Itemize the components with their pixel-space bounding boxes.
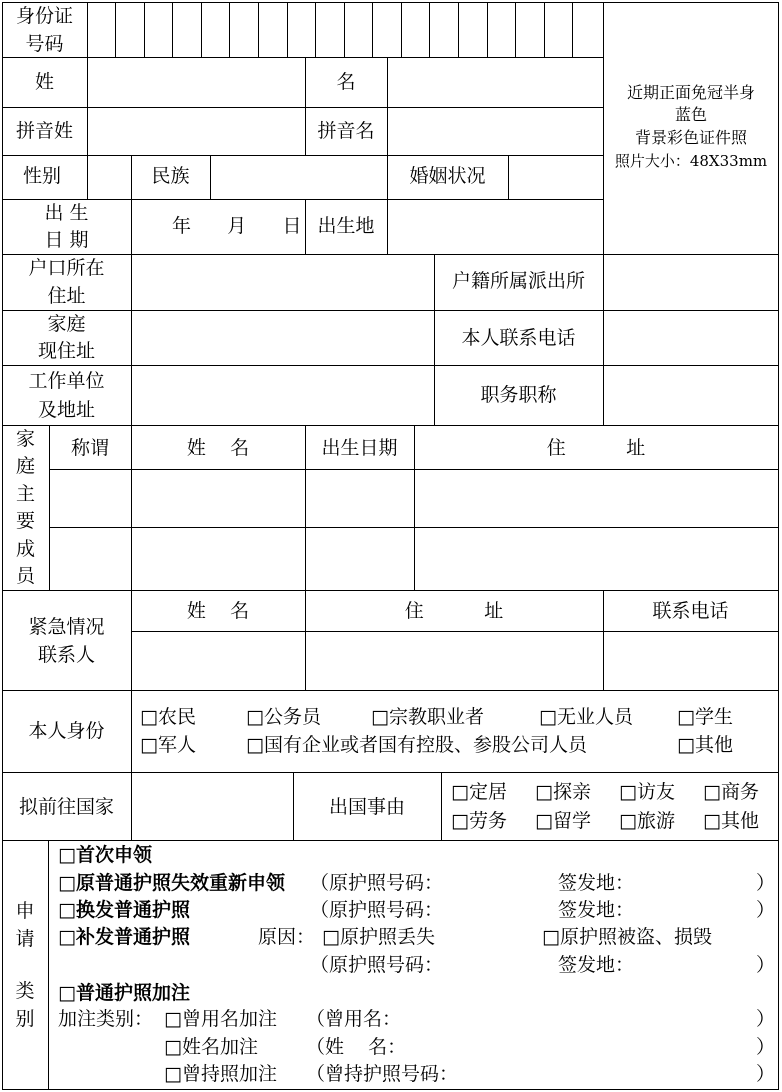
pinyin-given-label: 拼音名 (317, 120, 375, 142)
family-col-address: 住 址 (546, 437, 646, 459)
rule (2, 107, 604, 108)
renew-issue-place-label: 签发地： (558, 899, 635, 921)
reissue-old-passport-label: （原护照号码： (310, 872, 444, 894)
identity-option-soe[interactable]: □国有企业或者国有控股、参股公司人员 (246, 734, 587, 756)
rule (131, 631, 779, 632)
id-number-label-1: 身份证 (15, 5, 73, 27)
replace-reason-label: 原因： (258, 926, 316, 948)
identity-option-religious[interactable]: □宗教职业者 (371, 706, 484, 728)
endorse-type-label: 加注类别： (58, 1008, 154, 1030)
apply-first-option[interactable]: □首次申领 (58, 844, 152, 866)
endorse-prev-passport-field: （曾持护照号码： (306, 1063, 459, 1085)
emergency-col-phone: 联系电话 (652, 600, 729, 622)
family-address-input-1[interactable] (418, 474, 774, 522)
rule (387, 199, 388, 254)
renew-old-passport-label: （原护照号码： (310, 899, 444, 921)
rule (2, 365, 779, 366)
rule (87, 57, 88, 155)
replace-close-paren: ） (756, 954, 776, 976)
family-col-birth: 出生日期 (321, 437, 398, 459)
sex-input[interactable] (90, 160, 128, 196)
rule (2, 690, 779, 691)
hukou-address-input[interactable] (136, 262, 430, 304)
purpose-option-visit-friends[interactable]: □访友 (619, 781, 675, 803)
destination-input[interactable] (136, 778, 288, 834)
identity-option-military[interactable]: □军人 (140, 734, 196, 756)
id-number-input[interactable] (90, 10, 600, 50)
surname-label: 姓 (34, 71, 54, 93)
home-address-input[interactable] (136, 316, 430, 360)
rule (441, 772, 442, 840)
rule (387, 57, 388, 155)
photo-note-3: 背景彩色证件照 (634, 128, 747, 147)
border-top (2, 2, 779, 3)
rule (508, 155, 509, 199)
purpose-option-settle[interactable]: □定居 (451, 781, 507, 803)
emergency-phone-input[interactable] (607, 636, 775, 686)
replace-lost-option[interactable]: □原护照丢失 (322, 926, 435, 948)
purpose-option-other[interactable]: □其他 (703, 810, 759, 832)
photo-note-2: 蓝色 (674, 105, 707, 124)
birthplace-input[interactable] (392, 206, 598, 248)
family-label-5: 成 (15, 538, 35, 560)
sex-label: 性别 (22, 165, 61, 187)
rule (2, 425, 779, 426)
replace-stolen-option[interactable]: □原护照被盗、损毁 (542, 926, 712, 948)
rule (603, 254, 604, 425)
reissue-close-paren: ） (756, 872, 776, 894)
endorse-former-name-option[interactable]: □曾用名加注 (164, 1008, 277, 1030)
ethnicity-label: 民族 (151, 165, 190, 187)
family-address-input-2[interactable] (418, 532, 774, 586)
identity-option-civil-servant[interactable]: □公务员 (246, 706, 321, 728)
endorse-prev-passport-option[interactable]: □曾持照加注 (164, 1063, 277, 1085)
apply-type-label-3: 类 (15, 980, 35, 1002)
surname-input[interactable] (92, 62, 300, 102)
endorse-name-field: （姓 名： (306, 1036, 407, 1058)
apply-endorse-option[interactable]: □普通护照加注 (58, 982, 190, 1004)
phone-input[interactable] (608, 316, 774, 360)
apply-type-label-1: 申 (15, 900, 35, 922)
family-col-relation: 称谓 (70, 437, 109, 459)
job-title-label: 职务职称 (480, 384, 557, 406)
marital-label: 婚姻状况 (409, 165, 486, 187)
border-right (778, 2, 779, 1090)
hukou-police-input[interactable] (608, 262, 774, 304)
endorse-name-close: ） (756, 1036, 776, 1058)
identity-option-other[interactable]: □其他 (677, 734, 733, 756)
purpose-option-study[interactable]: □留学 (535, 810, 591, 832)
birth-label-1: 出 生 (44, 202, 89, 224)
birth-label-2: 日 期 (44, 229, 89, 251)
destination-label: 拟前往国家 (18, 796, 114, 818)
family-name-input-1[interactable] (135, 474, 301, 522)
family-name-input-2[interactable] (135, 532, 301, 586)
endorse-former-name-close: ） (756, 1008, 776, 1030)
rule (2, 772, 779, 773)
replace-old-passport-label: （原护照号码： (310, 954, 444, 976)
endorse-prev-passport-close: ） (756, 1063, 776, 1085)
work-input[interactable] (136, 372, 430, 420)
rule (210, 155, 211, 199)
given-name-label: 名 (336, 71, 356, 93)
family-label-4: 要 (15, 510, 35, 532)
purpose-option-visit-family[interactable]: □探亲 (535, 781, 591, 803)
birth-date-ymd: 年 月 日 (172, 215, 302, 237)
job-title-input[interactable] (608, 372, 774, 420)
family-relation-input-2[interactable] (53, 532, 127, 586)
family-birth-input-2[interactable] (309, 532, 410, 586)
given-name-input[interactable] (392, 62, 598, 102)
emergency-name-input[interactable] (135, 636, 301, 686)
apply-type-label-4: 别 (15, 1008, 35, 1030)
rule (2, 57, 604, 58)
rule (131, 254, 132, 425)
id-number-label-2: 号码 (25, 33, 64, 55)
family-col-name: 姓 名 (186, 437, 250, 459)
family-birth-input-1[interactable] (309, 474, 410, 522)
phone-label: 本人联系电话 (461, 327, 576, 349)
home-address-label-1: 家庭 (47, 313, 86, 335)
family-label-6: 员 (15, 565, 35, 587)
family-relation-input-1[interactable] (53, 474, 127, 522)
purpose-option-business[interactable]: □商务 (703, 781, 759, 803)
rule (131, 199, 132, 254)
photo-note-1: 近期正面免冠半身 (626, 83, 755, 102)
birthplace-label: 出生地 (317, 215, 375, 237)
rule (2, 155, 604, 156)
purpose-option-labor[interactable]: □劳务 (451, 810, 507, 832)
rule (48, 840, 49, 1090)
work-label-2: 及地址 (37, 399, 95, 421)
emergency-col-address: 住 址 (404, 600, 504, 622)
emergency-label-1: 紧急情况 (28, 616, 105, 638)
hukou-police-label: 户籍所属派出所 (451, 270, 585, 292)
endorse-name-option[interactable]: □姓名加注 (164, 1036, 258, 1058)
reissue-issue-place-label: 签发地： (558, 872, 635, 894)
apply-replace-option[interactable]: □补发普通护照 (58, 926, 190, 948)
renew-close-paren: ） (756, 899, 776, 921)
border-bottom (2, 1089, 779, 1090)
photo-note-4: 照片大小：48X33mm (614, 152, 768, 170)
home-address-label-2: 现住址 (37, 340, 95, 362)
apply-reissue-invalid-option[interactable]: □原普通护照失效重新申领 (58, 872, 285, 894)
rule (131, 690, 132, 772)
purpose-option-tourism[interactable]: □旅游 (619, 810, 675, 832)
family-label-1: 家 (15, 428, 35, 450)
rule (87, 155, 88, 199)
family-label-3: 主 (15, 483, 35, 505)
rule (131, 772, 132, 840)
pinyin-given-input[interactable] (392, 112, 598, 150)
identity-option-student[interactable]: □学生 (677, 706, 733, 728)
rule (87, 2, 88, 58)
hukou-address-label-1: 户口所在 (28, 257, 105, 279)
pinyin-surname-label: 拼音姓 (15, 120, 73, 142)
marital-input[interactable] (512, 160, 600, 196)
family-label-2: 庭 (15, 455, 35, 477)
apply-renew-option[interactable]: □换发普通护照 (58, 899, 190, 921)
apply-type-label-2: 请 (15, 928, 35, 950)
emergency-label-2: 联系人 (37, 644, 95, 666)
identity-label: 本人身份 (28, 720, 105, 742)
rule (2, 590, 779, 591)
identity-option-farmer[interactable]: □农民 (140, 706, 196, 728)
identity-option-unemployed[interactable]: □无业人员 (539, 706, 633, 728)
ethnicity-input[interactable] (214, 160, 384, 196)
hukou-address-label-2: 住址 (47, 285, 86, 307)
work-label-1: 工作单位 (28, 370, 105, 392)
purpose-label: 出国事由 (328, 796, 405, 818)
emergency-address-input[interactable] (309, 636, 599, 686)
pinyin-surname-input[interactable] (92, 112, 300, 150)
endorse-former-name-field: （曾用名： (306, 1008, 402, 1030)
replace-issue-place-label: 签发地： (558, 954, 635, 976)
emergency-col-name: 姓 名 (186, 600, 250, 622)
